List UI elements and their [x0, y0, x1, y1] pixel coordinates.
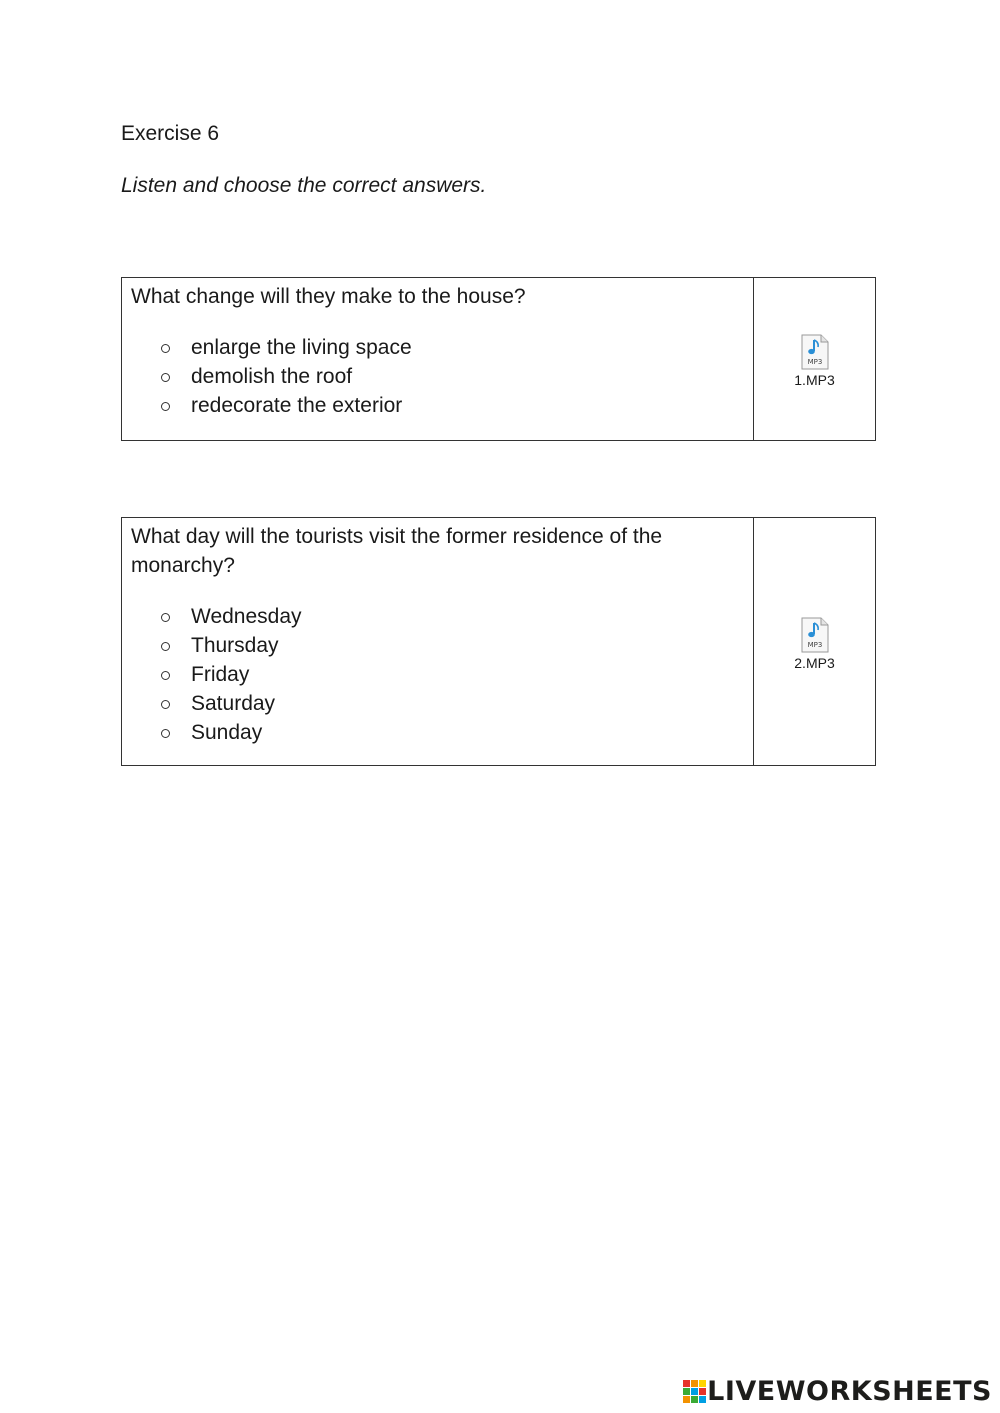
radio-circle-icon[interactable]	[161, 344, 170, 353]
question-cell	[122, 278, 753, 440]
option-item[interactable]	[131, 362, 744, 391]
option-item[interactable]	[131, 689, 744, 718]
radio-circle-icon[interactable]	[161, 373, 170, 382]
radio-circle-icon[interactable]	[161, 671, 170, 680]
radio-circle-icon[interactable]	[161, 613, 170, 622]
radio-circle-icon[interactable]	[161, 700, 170, 709]
radio-circle-icon[interactable]	[161, 642, 170, 651]
option-item[interactable]	[131, 631, 744, 660]
brand-name: LIVEWORKSHEETS	[707, 1376, 992, 1407]
option-label: Wednesday	[191, 605, 302, 628]
question-text: What change will they make to the house?	[131, 285, 526, 308]
audio-file-label: 1.MP3	[794, 372, 835, 388]
audio-file-2[interactable]	[794, 617, 834, 671]
option-item[interactable]	[131, 718, 744, 747]
option-label: redecorate the exterior	[191, 394, 403, 417]
option-label: enlarge the living space	[191, 336, 412, 359]
svg-text:MP3: MP3	[807, 640, 822, 649]
radio-circle-icon[interactable]	[161, 729, 170, 738]
instruction: Listen and choose the correct answers.	[121, 174, 487, 197]
mp3-file-icon	[799, 617, 831, 653]
audio-file-1[interactable]	[794, 334, 834, 388]
option-label: Friday	[191, 663, 250, 686]
option-label: Sunday	[191, 721, 263, 744]
audio-file-label: 2.MP3	[794, 654, 835, 671]
audio-cell	[753, 518, 875, 765]
radio-circle-icon[interactable]	[161, 402, 170, 411]
option-item[interactable]	[131, 333, 744, 362]
option-list	[131, 333, 744, 420]
svg-text:MP3: MP3	[807, 358, 822, 366]
question-cell	[122, 518, 753, 765]
logo-blocks-icon	[683, 1380, 707, 1404]
liveworksheets-logo	[683, 1376, 992, 1407]
option-label: demolish the roof	[191, 365, 353, 388]
option-item[interactable]	[131, 660, 744, 689]
option-label: Saturday	[191, 692, 276, 715]
option-item[interactable]	[131, 391, 744, 420]
mp3-file-icon	[799, 334, 831, 370]
question-text: What day will the tourists visit the former residence of the monarchy?	[131, 525, 663, 577]
audio-cell	[753, 278, 875, 440]
option-list	[131, 602, 744, 747]
option-item[interactable]	[131, 602, 744, 631]
question-box-1	[121, 277, 876, 441]
option-label: Thursday	[191, 634, 279, 657]
question-box-2	[121, 517, 876, 766]
exercise-title: Exercise 6	[121, 122, 220, 145]
